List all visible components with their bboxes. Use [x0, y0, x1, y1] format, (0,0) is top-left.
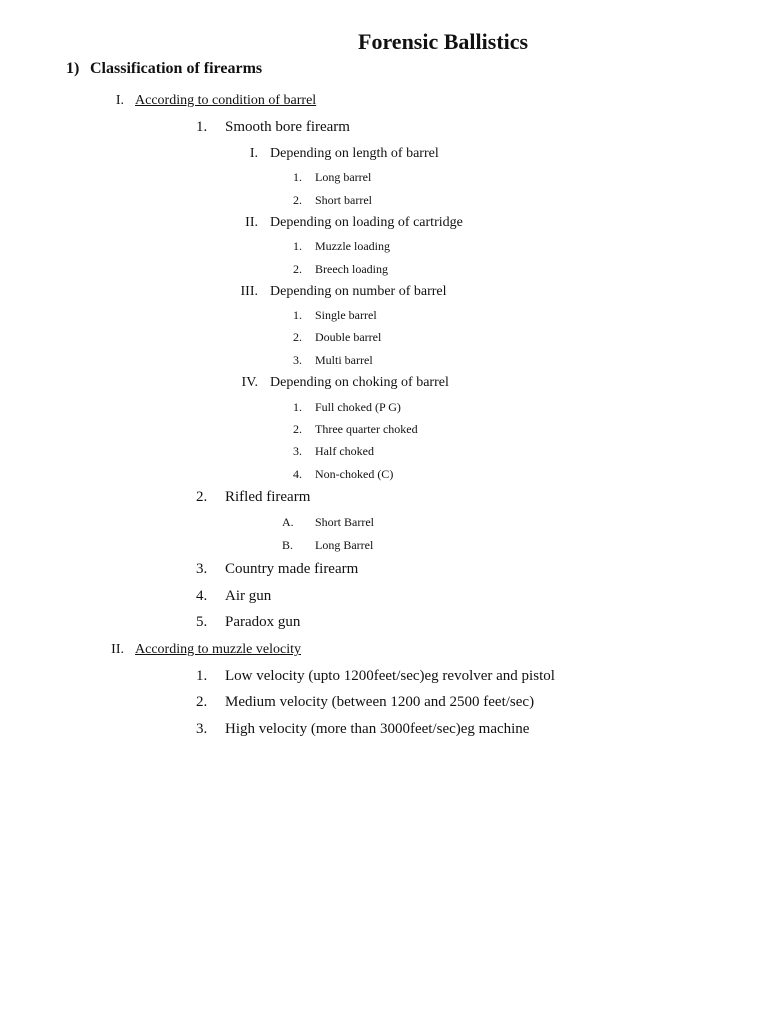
subitem-number: 2. [293, 193, 302, 207]
subitem-label: Short barrel [315, 193, 372, 207]
item-label: Rifled firearm [225, 489, 311, 505]
item-label: High velocity (more than 3000feet/sec)eg machine [225, 721, 530, 737]
subitem-number: 3. [293, 444, 302, 458]
item-number: 2. [196, 694, 208, 710]
subitem-label: Long barrel [315, 170, 372, 184]
item-number: 1. [196, 119, 208, 135]
group-numeral: II. [245, 215, 258, 230]
subitem-label: Double barrel [315, 330, 382, 344]
subitem-letter: A. [282, 515, 294, 529]
group-numeral: I. [249, 146, 258, 161]
subitem-label: Short Barrel [315, 515, 374, 529]
item-label: Medium velocity (between 1200 and 2500 feet/sec) [225, 694, 535, 710]
subitem-label: Single barrel [315, 308, 377, 322]
group-label: Depending on number of barrel [270, 284, 447, 299]
group-numeral: IV. [241, 375, 258, 390]
item-label: Air gun [225, 588, 272, 604]
item-label: Smooth bore firearm [225, 119, 350, 135]
subitem-label: Full choked (P G) [315, 400, 401, 414]
section-title: Classification of firearms [90, 60, 263, 77]
part-heading: According to muzzle velocity [135, 642, 301, 657]
item-number: 4. [196, 588, 208, 604]
section-number: 1) [66, 60, 80, 77]
subitem-letter: B. [282, 538, 294, 552]
item-number: 2. [196, 489, 208, 505]
subitem-label: Multi barrel [315, 353, 373, 367]
subitem-label: Half choked [315, 444, 374, 458]
item-number: 1. [196, 668, 208, 684]
item-label: Low velocity (upto 1200feet/sec)eg revolver and pistol [225, 668, 555, 684]
group-label: Depending on length of barrel [270, 146, 439, 161]
item-number: 5. [196, 614, 208, 630]
subitem-number: 1. [293, 400, 302, 414]
part-heading: According to condition of barrel [135, 93, 317, 108]
group-numeral: III. [240, 284, 258, 299]
group-label: Depending on loading of cartridge [270, 215, 463, 230]
subitem-number: 1. [293, 308, 302, 322]
subitem-label: Three quarter choked [315, 422, 418, 436]
page-title: Forensic Ballistics [358, 29, 529, 54]
part-numeral: I. [115, 93, 124, 108]
subitem-label: Non-choked (C) [315, 467, 394, 481]
item-number: 3. [196, 561, 208, 577]
item-label: Country made firearm [225, 561, 359, 577]
subitem-number: 2. [293, 422, 302, 436]
subitem-number: 2. [293, 330, 302, 344]
item-number: 3. [196, 721, 208, 737]
part-numeral: II. [111, 642, 124, 657]
subitem-number: 4. [293, 467, 302, 481]
subitem-number: 1. [293, 170, 302, 184]
subitem-label: Muzzle loading [315, 239, 390, 253]
subitem-number: 2. [293, 262, 302, 276]
subitem-label: Breech loading [315, 262, 388, 276]
group-label: Depending on choking of barrel [270, 375, 449, 390]
subitem-number: 3. [293, 353, 302, 367]
subitem-number: 1. [293, 239, 302, 253]
item-label: Paradox gun [225, 614, 301, 630]
subitem-label: Long Barrel [315, 538, 374, 552]
